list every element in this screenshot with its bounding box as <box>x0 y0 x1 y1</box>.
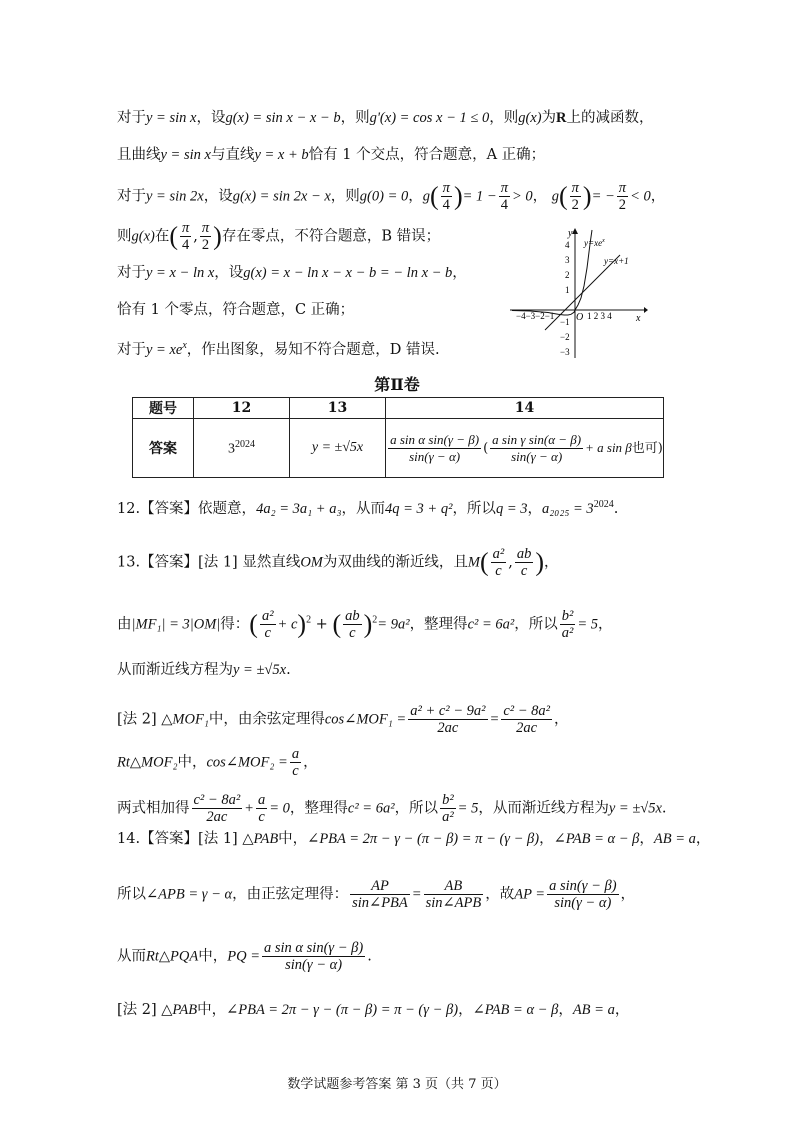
q13-line-3: 从而渐近线方程为y = ±√5x. <box>117 662 291 678</box>
curve2-label: y=x+1 <box>604 256 629 266</box>
answer-table <box>132 397 664 478</box>
y-tick-neg1: −1 <box>560 317 570 327</box>
q13-line-5: Rt△MOF₂中，cos∠MOF₂ = $\frac{a}{c}$ ， <box>117 746 318 779</box>
q13-line-4: [法 2] △MOF₁中，由余弦定理得cos∠MOF₁ = $\frac{\text{a² + c² − 9a²}}{2ac}$ = $\frac{\text{c² − 8a²}}{2ac}$ ， <box>117 703 569 736</box>
section-title: 第Ⅱ卷 <box>374 375 420 394</box>
x-axis-label: x <box>636 313 641 324</box>
table-header-cell: 12 <box>194 398 290 419</box>
q14-line-3: 从而Rt△PQA中，PQ = $\frac{\text{a sin α sin(γ − β)}}{\sin(\gamma - \alpha)}$ . <box>117 940 372 973</box>
q14-line-1: 14.【答案】[法 1] △PAB中，∠PBA = 2π − γ − (π − β) = π − (γ − β)，∠PAB = α − β，AB = a， <box>117 831 711 847</box>
y-tick-neg2: −2 <box>560 332 570 342</box>
origin-label: O <box>576 312 584 323</box>
x-tick-labels-positive: 1 2 3 4 <box>587 311 612 321</box>
y-tick-neg3: −3 <box>560 347 570 357</box>
text-line-5: 对于y = x − ln x，设g(x) = x − ln x − x − b = − ln x − b， <box>117 265 467 281</box>
y-tick-2: 2 <box>565 270 570 280</box>
answer-14: $\frac{\text{a sin α sin(γ − β)}}{\sin(\gamma - \alpha)}$ ( $\frac{\text{a sin γ sin(α − β)}}{\sin(\gamma - \alpha)}$ + a sin β也可) <box>386 419 664 478</box>
table-header-row <box>133 398 664 419</box>
function-graph <box>508 226 648 362</box>
q13-line-6: 两式相加得 $\frac{\text{c² − 8a²}}{2ac}$ + $\frac{a}{c}$ = 0，整理得c² = 6a²，所以 $\frac{\text{b²}}{\text{a²}}$ = 5，从而渐近线方程为y = ±√5x. <box>117 792 667 825</box>
x-axis-arrow <box>644 307 648 313</box>
y-tick-4: 4 <box>565 240 570 250</box>
table-row <box>133 419 664 478</box>
q14-line-4: [法 2] △PAB中，∠PBA = 2π − γ − (π − β) = π − (γ − β)，∠PAB = α − β，AB = a， <box>117 1002 630 1018</box>
q14-line-2: 所以∠APB = γ − α，由正弦定理得： $\frac{AP}{\text{sin∠PBA}}$ = $\frac{AB}{\text{sin∠APB}}$ ，故AP = $\frac{\text{a sin(γ − β)}}{\sin(\gamma - \alpha)}$ ， <box>117 878 636 911</box>
y-tick-1: 1 <box>565 285 570 295</box>
curve-xex <box>512 230 592 315</box>
y-axis-arrow <box>572 228 578 234</box>
curve1-label: $y=xe^x$ <box>584 238 605 248</box>
answer-13: y = ±√5x <box>290 419 386 478</box>
table-header-cell: 13 <box>290 398 386 419</box>
q13-line-1: 13.【答案】[法 1] 显然直线OM为双曲线的渐近线，且M( $\frac{\text{a²}}{c}$ , $\frac{ab}{c}$ )， <box>117 546 559 579</box>
table-header-cell: 14 <box>386 398 664 419</box>
page-footer: 数学试题参考答案 第 3 页（共 7 页） <box>287 1077 507 1092</box>
table-header-cell: 题号 <box>133 398 194 419</box>
text-line-3: 对于y = sin 2x，设g(x) = sin 2x − x，则g(0) = 0，g( $\frac{\pi}{4}$ )= 1 − $\frac{\pi}{4}$ > 0， g( $\frac{\pi}{2}$ )= − $\frac{\pi}{2}$ < 0， <box>117 180 666 213</box>
q12-line: 12.【答案】依题意，4a₂ = 3a₁ + a₃，从而4q = 3 + q²，所以q = 3，$a_{2025} = 3^{2024}$. <box>117 499 619 517</box>
y-tick-3: 3 <box>565 255 570 265</box>
x-tick-labels-negative: −4−3−2−1 <box>516 311 555 321</box>
answer-12: $3^{2024}$ <box>194 419 290 478</box>
text-line-2: 且曲线y = sin x与直线y = x + b恰有 1 个交点，符合题意，A 正确； <box>117 147 546 163</box>
q13-line-2: 由|MF₁| = 3|OM|得：( $\frac{\text{a²}}{c}$ + c)$^2$ + ( $\frac{ab}{c}$ )$^2$= 9a²，整理得c² = 6a²，所以 $\frac{\text{b²}}{\text{a²}}$ = 5， <box>117 608 613 641</box>
text-line-4: 则g(x)在( $\frac{\pi}{4}$ , $\frac{\pi}{2}$ )存在零点，不符合题意，B 错误； <box>117 220 441 253</box>
table-row-label: 答案 <box>133 419 194 478</box>
text-line-7: 对于$y = xe^x$，作出图象，易知不符合题意，D 错误. <box>117 340 440 358</box>
text-line-6: 恰有 1 个零点，符合题意，C 正确； <box>117 302 355 318</box>
text-line-1: 对于y = sin x，设g(x) = sin x − x − b，则g'(x) = cos x − 1 ≤ 0，则g(x)为R上的减函数， <box>117 110 654 126</box>
y-axis-label: y <box>568 228 573 239</box>
